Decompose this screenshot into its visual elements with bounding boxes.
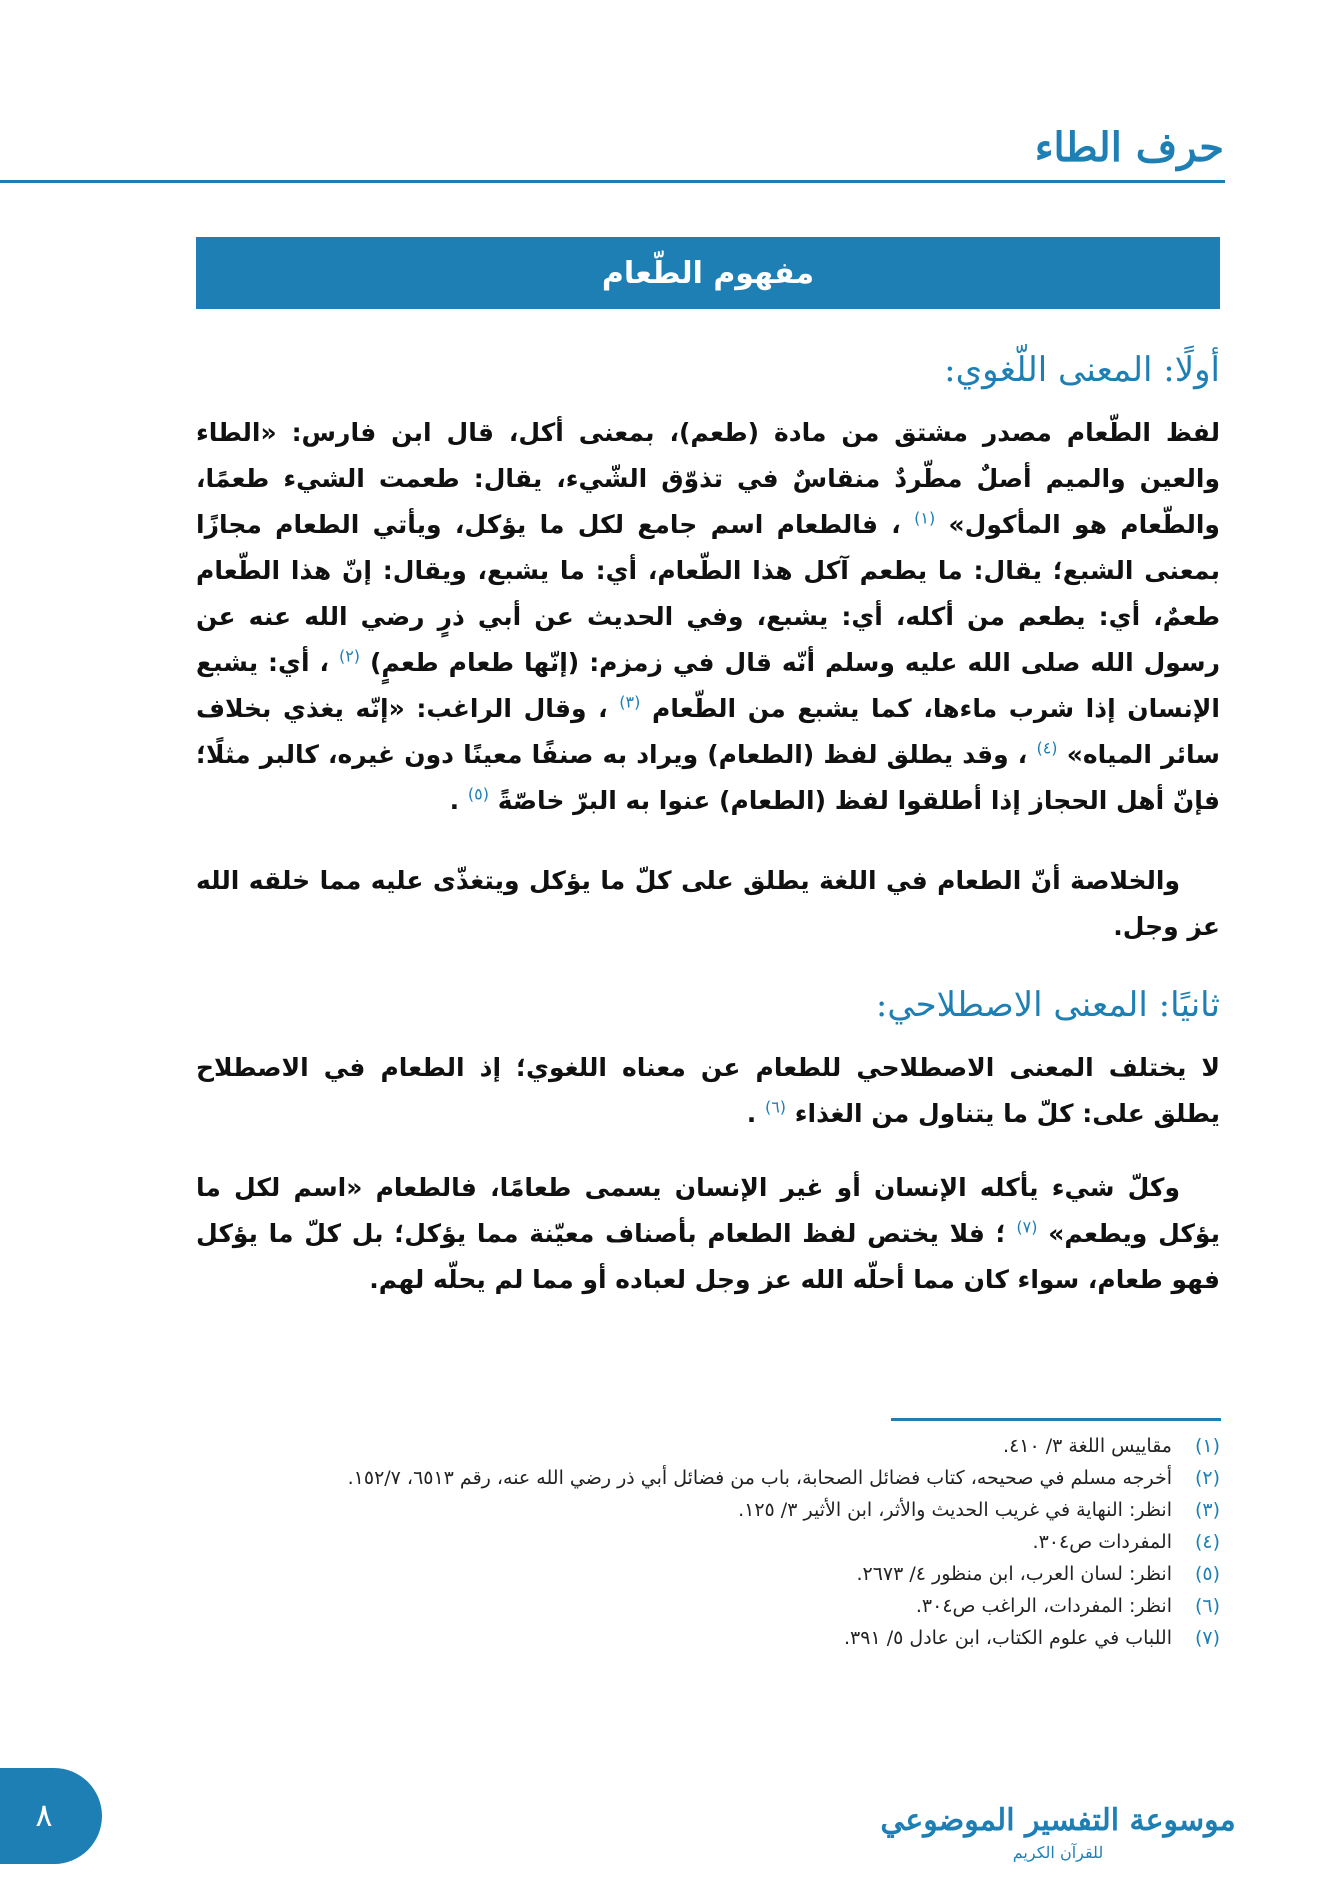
para-text: ، وقال الراغب: «إنّه يغذي بخلاف سائر المياه» [196,694,1220,769]
page-title: مفهوم الطّعام [601,255,815,291]
section-heading-linguistic: أولًا: المعنى اللّغوي: [944,350,1220,390]
para-text: ، وقد يطلق لفظ (الطعام) ويراد به صنفًا معينًا دون غيره، كالبر مثلًا؛ فإنّ أهل الحجاز إذا أطلقوا لفظ (الطعام) عنوا به البرّ خاصّةً [196,740,1220,815]
footnote-text: انظر: لسان العرب، ابن منظور ٤/ ٢٦٧٣. [856,1563,1172,1585]
footnote-item [196,1494,1220,1526]
encyclopedia-logo [880,1792,1236,1867]
footnote-ref-2[interactable]: (٢) [338,646,361,666]
footnote-text: اللباب في علوم الكتاب، ابن عادل ٥/ ٣٩١. [844,1627,1172,1649]
footnote-number: (٢) [1194,1467,1220,1489]
footnote-item [196,1430,1220,1462]
footnote-item [196,1462,1220,1494]
footnote-text: انظر: النهاية في غريب الحديث والأثر، ابن الأثير ٣/ ١٢٥. [738,1499,1172,1521]
footnote-item [196,1622,1220,1654]
footnote-text: انظر: المفردات، الراغب ص٣٠٤. [915,1595,1172,1617]
footnote-ref-4[interactable]: (٤) [1036,738,1058,758]
logo-subtitle: للقرآن الكريم [1012,1843,1104,1862]
footnote-ref-1[interactable]: (١) [914,508,936,528]
para-text: ، فالطعام اسم جامع لكل ما يؤكل، ويأتي الطعام مجازًا بمعنى الشبع؛ يقال: ما يطعم آكل هذا الطّعام، أي: ما يشبع، ويقال: إنّ هذا الطّعام طعمٌ، أي: يطعم من أكله، أي: يشبع، وفي الحديث عن أبي ذرٍ رضي الله عنه عن رسول الله صلى الله عليه وسلم أنّه قال في زمزم: (إنّها طعام طعمٍ) [196,510,1220,677]
para-text: لا يختلف المعنى الاصطلاحي للطعام عن معناه اللغوي؛ إذ الطعام في الاصطلاح يطلق على: كلّ ما يتناول من الغذاء [196,1053,1220,1128]
footnote-ref-5[interactable]: (٥) [467,784,489,804]
footnote-number: (٥) [1194,1563,1220,1585]
para-text: . [746,1099,757,1128]
page-number: ٨ [35,1796,53,1834]
para-text: . [449,786,460,815]
para-text: ، أي: يشبع الإنسان إذا شرب ماءها، كما يشبع من الطّعام [196,648,1220,723]
footnote-text: أخرجه مسلم في صحيحه، كتاب فضائل الصحابة، باب من فضائل أبي ذر رضي الله عنه، رقم ٦٥١٣، ١٥٢/٧. [347,1467,1172,1489]
footnote-number: (١) [1194,1435,1220,1457]
logo-title: موسوعة التفسير الموضوعي [880,1803,1236,1838]
title-bar [196,237,1220,309]
footnote-text: مقاييس اللغة ٣/ ٤١٠. [1003,1435,1172,1457]
footnote-rule [891,1418,1221,1421]
footnote-ref-3[interactable]: (٣) [619,692,641,712]
paragraph-technical-1 [196,1045,1220,1137]
running-header [0,120,1224,176]
footnote-item [196,1590,1220,1622]
footnote-item [196,1526,1220,1558]
footnote-ref-7[interactable]: (٧) [1016,1217,1038,1237]
footnote-item [196,1558,1220,1590]
paragraph-linguistic-1 [196,410,1220,824]
footnote-text: المفردات ص٣٠٤. [1032,1531,1172,1553]
header-rule [0,180,1225,183]
footnotes-list [196,1430,1220,1654]
para-text: لفظ الطّعام مصدر مشتق من مادة (طعم)، بمعنى أكل، قال ابن فارس: «الطاء والعين والميم أصلٌ مطّردٌ منقاسٌ في تذوّق الشّيء، يقال: طعمت الشيء طعمًا، والطّعام هو المأكول» [196,418,1220,539]
paragraph-technical-2 [196,1165,1220,1303]
footnote-number: (٤) [1194,1531,1220,1553]
running-title: حرف الطاء [1034,124,1224,171]
section-heading-technical: ثانيًا: المعنى الاصطلاحي: [875,985,1220,1025]
paragraph-linguistic-summary: والخلاصة أنّ الطعام في اللغة يطلق على كلّ ما يؤكل ويتغذّى عليه مما خلقه الله عز وجل. [196,866,1220,941]
footnote-number: (٣) [1194,1499,1220,1521]
footnote-number: (٧) [1194,1627,1220,1649]
footnote-number: (٦) [1194,1595,1220,1617]
para-text: وكلّ شيء يأكله الإنسان أو غير الإنسان يسمى طعامًا، فالطعام «اسم لكل ما يؤكل ويطعم» [196,1173,1220,1248]
para-text: ؛ فلا يختص لفظ الطعام بأصناف معيّنة مما يؤكل؛ بل كلّ ما يؤكل فهو طعام، سواء كان مما أحلّه الله عز وجل لعباده أو مما لم يحلّه لهم. [196,1219,1220,1294]
footnote-ref-6[interactable]: (٦) [764,1097,787,1117]
